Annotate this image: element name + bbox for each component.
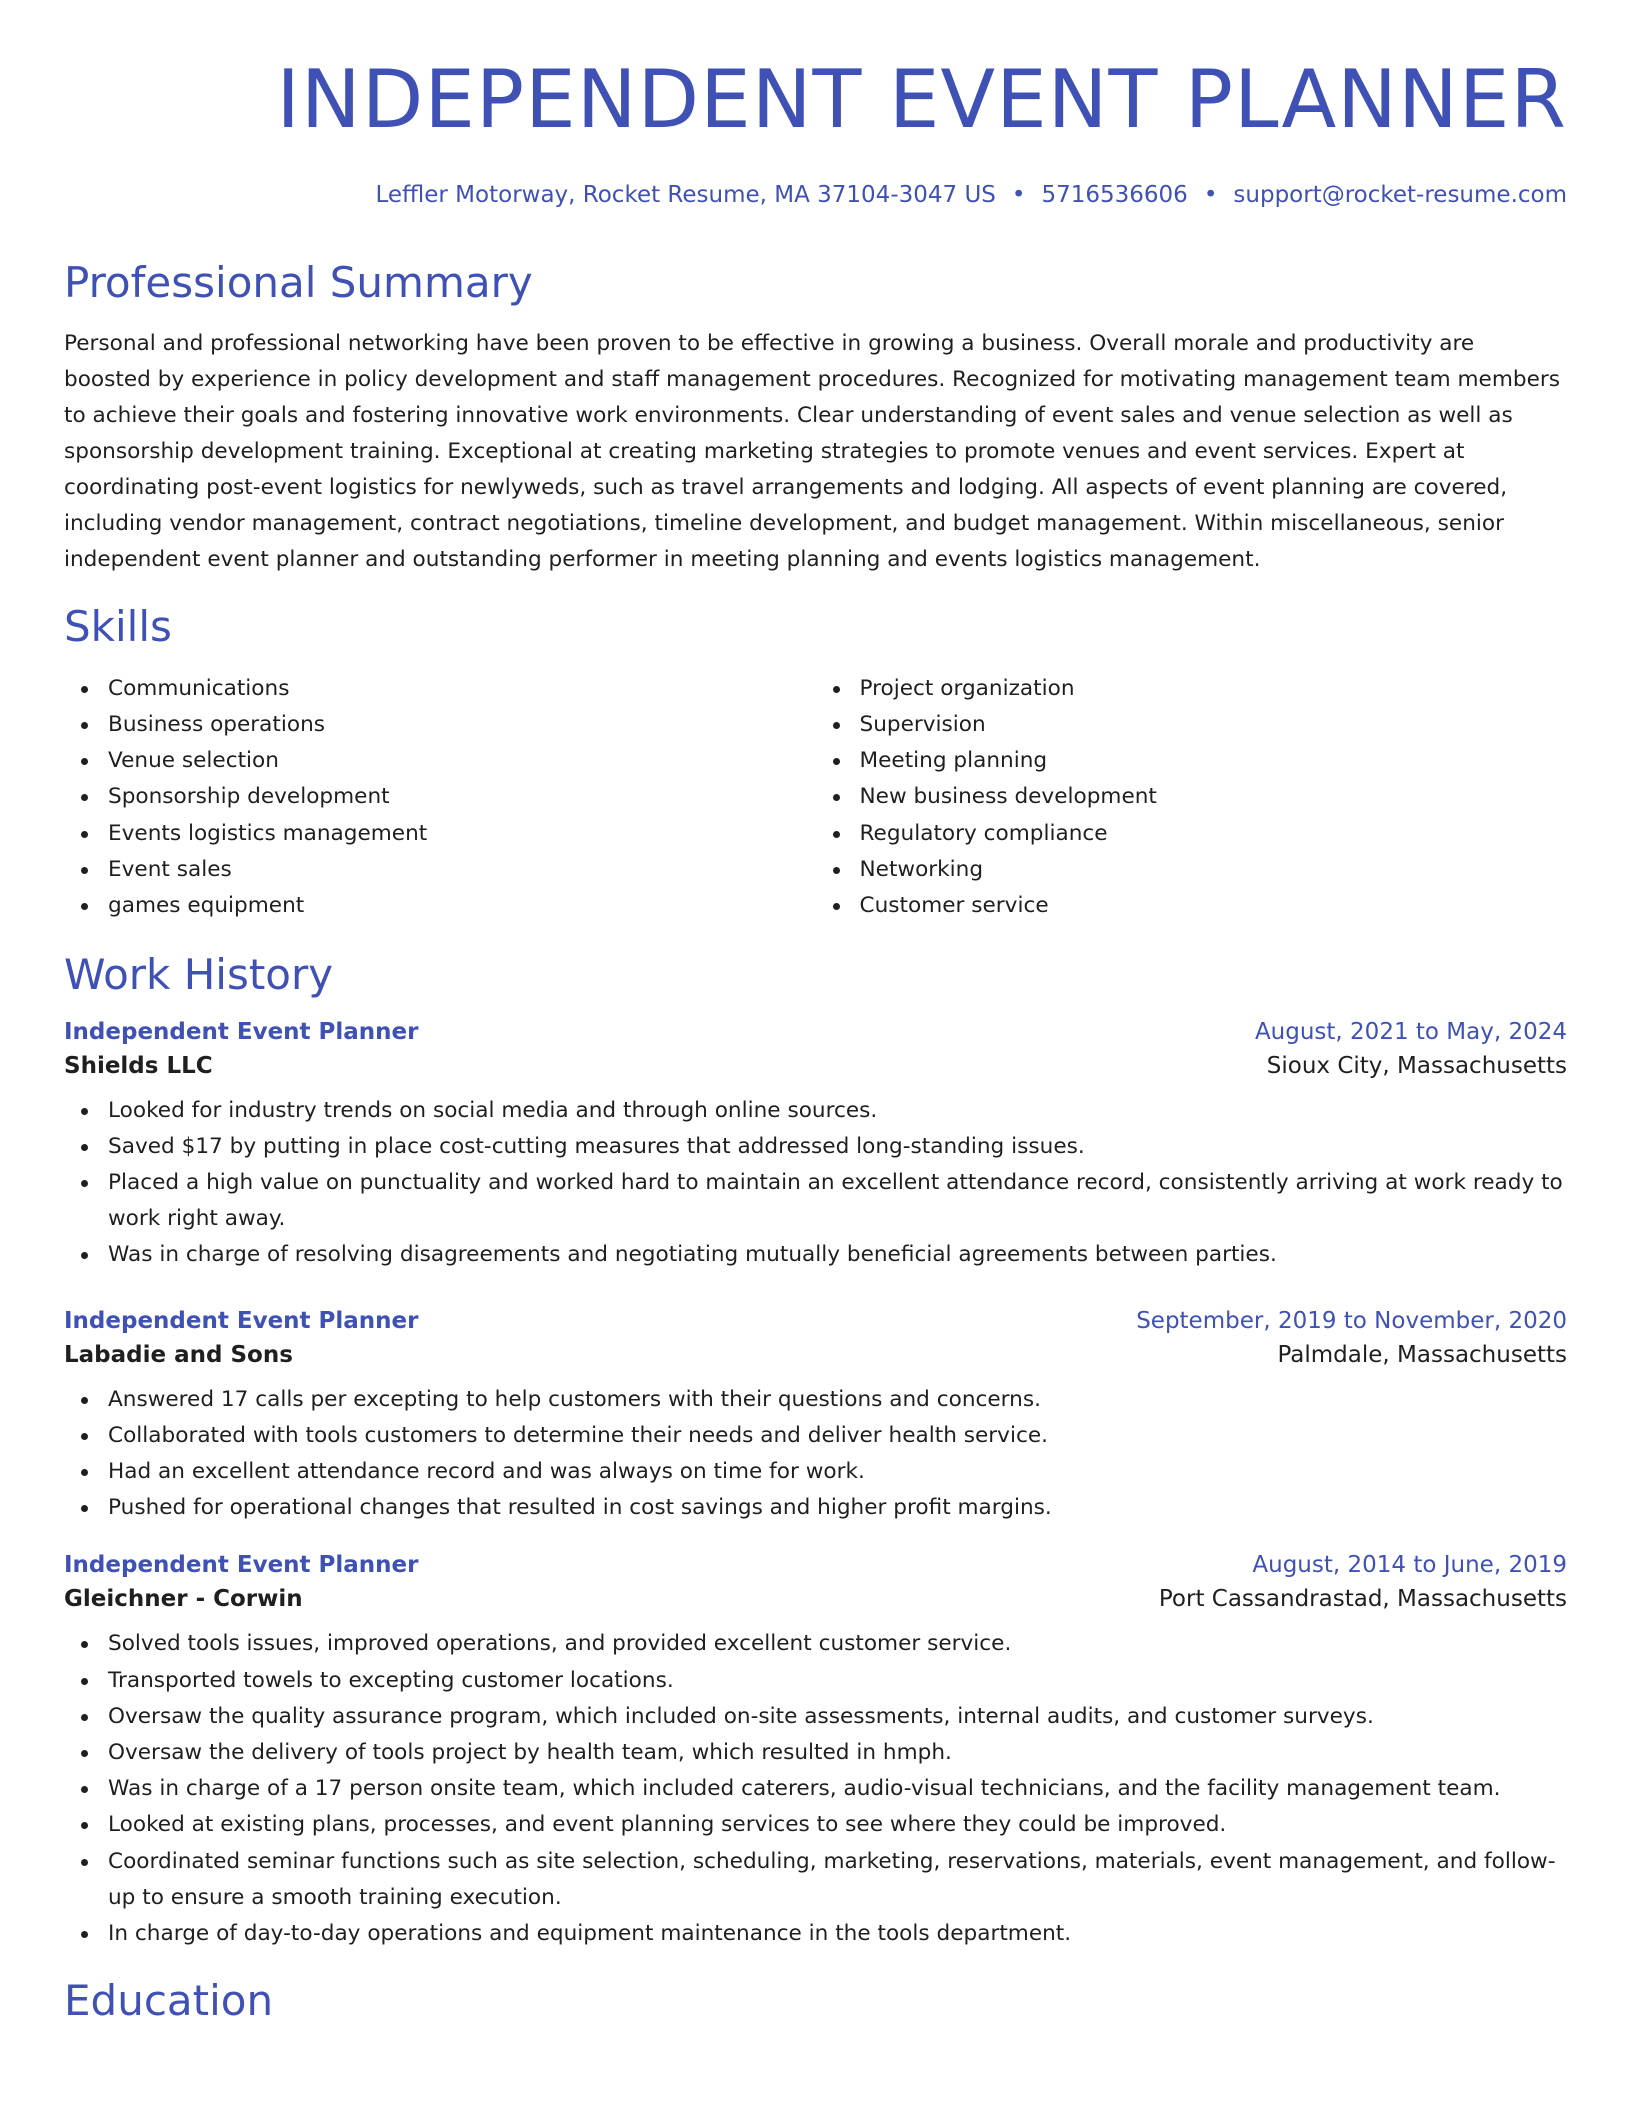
job-location: Sioux City, Massachusetts — [1266, 1052, 1567, 1079]
job-entry — [64, 1019, 1567, 1274]
contact-separator: • — [1203, 182, 1218, 208]
job-bullets — [64, 1626, 1567, 1952]
job-bullets — [64, 1093, 1567, 1274]
work-history-heading: Work History — [64, 950, 334, 1000]
contact-line — [64, 182, 1567, 208]
contact-email: support@rocket-resume.com — [1233, 182, 1567, 208]
job-company-row — [64, 1053, 1567, 1079]
skill-item: Project organization — [860, 671, 1568, 707]
job-bullet: Saved $17 by putting in place cost-cutting measures that addressed long-standing issues. — [108, 1129, 1567, 1165]
skill-item: Customer service — [860, 888, 1568, 924]
job-bullet: Had an excellent attendance record and was always on time for work. — [108, 1454, 1567, 1490]
job-location: Port Cassandrastad, Massachusetts — [1158, 1586, 1567, 1613]
job-company: Shields LLC — [64, 1052, 213, 1079]
skill-item: New business development — [860, 779, 1568, 815]
education-heading: Education — [64, 1976, 274, 2026]
job-bullet: In charge of day-to-day operations and equipment maintenance in the tools department. — [108, 1916, 1567, 1952]
summary-heading: Professional Summary — [64, 258, 533, 307]
skill-item: Meeting planning — [860, 743, 1568, 779]
resume-title: INDEPENDENT EVENT PLANNER — [276, 53, 1567, 146]
job-dates: August, 2021 to May, 2024 — [1254, 1018, 1567, 1045]
skill-item: Event sales — [108, 852, 816, 888]
job-title: Independent Event Planner — [64, 1307, 419, 1334]
job-bullet: Placed a high value on punctuality and worked hard to maintain an excellent attendance record, consistently arriving at work ready to work right away. — [108, 1165, 1567, 1237]
job-title: Independent Event Planner — [64, 1552, 419, 1579]
job-dates: August, 2014 to June, 2019 — [1252, 1552, 1567, 1579]
skills-column-right — [816, 671, 1568, 924]
job-header-row — [64, 1019, 1567, 1045]
skills-column-left — [64, 671, 816, 924]
contact-separator: • — [1011, 182, 1026, 208]
summary-text: Personal and professional networking have been proven to be effective in growing a business. Overall morale and productivity are boosted by experience in policy development and staff management procedures. Recognized for motivating management team members to achieve their goals and fostering innovative work environments. Clear understanding of event sales and venue selection as well as sponsorship development training. Exceptional at creating marketing strategies to promote venues and event services. Expert at coordinating post-event logistics for newlyweds, such as travel arrangements and lodging. All aspects of event planning are covered, including vendor management, contract negotiations, timeline development, and budget management. Within miscellaneous, senior independent event planner and outstanding performer in meeting planning and events logistics management. — [64, 331, 1560, 573]
skill-item: Regulatory compliance — [860, 816, 1568, 852]
skill-item: Sponsorship development — [108, 779, 816, 815]
contact-phone: 5716536606 — [1041, 182, 1188, 208]
job-header-row — [64, 1552, 1567, 1578]
job-company: Gleichner - Corwin — [64, 1586, 303, 1613]
skill-item: games equipment — [108, 888, 816, 924]
skill-item: Venue selection — [108, 743, 816, 779]
job-bullet: Solved tools issues, improved operations, and provided excellent customer service. — [108, 1626, 1567, 1662]
job-company-row — [64, 1342, 1567, 1368]
skill-item: Supervision — [860, 707, 1568, 743]
job-entry — [64, 1308, 1567, 1527]
job-bullet: Was in charge of a 17 person onsite team, which included caterers, audio-visual technicians, and the facility management team. — [108, 1771, 1567, 1807]
skills-list — [64, 671, 1567, 924]
job-header-row — [64, 1308, 1567, 1334]
skill-item: Communications — [108, 671, 816, 707]
job-bullets — [64, 1382, 1567, 1527]
job-bullet: Looked at existing plans, processes, and event planning services to see where they could be improved. — [108, 1807, 1567, 1843]
job-bullet: Collaborated with tools customers to determine their needs and deliver health service. — [108, 1418, 1567, 1454]
job-bullet: Oversaw the quality assurance program, which included on-site assessments, internal audits, and customer surveys. — [108, 1699, 1567, 1735]
job-company-row — [64, 1586, 1567, 1612]
job-bullet: Was in charge of resolving disagreements and negotiating mutually beneficial agreements between parties. — [108, 1237, 1567, 1273]
skill-item: Events logistics management — [108, 816, 816, 852]
job-location: Palmdale, Massachusetts — [1277, 1341, 1567, 1368]
job-bullet: Answered 17 calls per excepting to help customers with their questions and concerns. — [108, 1382, 1567, 1418]
job-bullet: Oversaw the delivery of tools project by health team, which resulted in hmph. — [108, 1735, 1567, 1771]
job-entry — [64, 1552, 1567, 1952]
skill-item: Networking — [860, 852, 1568, 888]
skills-heading: Skills — [64, 602, 172, 652]
job-company: Labadie and Sons — [64, 1341, 293, 1368]
contact-address: Leffler Motorway, Rocket Resume, MA 37104-3047 US — [375, 182, 996, 208]
job-bullet: Looked for industry trends on social media and through online sources. — [108, 1093, 1567, 1129]
job-title: Independent Event Planner — [64, 1018, 419, 1045]
job-bullet: Pushed for operational changes that resulted in cost savings and higher profit margins. — [108, 1490, 1567, 1526]
skill-item: Business operations — [108, 707, 816, 743]
job-bullet: Coordinated seminar functions such as site selection, scheduling, marketing, reservations, materials, event management, and follow-up to ensure a smooth training execution. — [108, 1844, 1567, 1916]
job-bullet: Transported towels to excepting customer locations. — [108, 1663, 1567, 1699]
resume-page — [64, 0, 1567, 2027]
job-dates: September, 2019 to November, 2020 — [1136, 1307, 1567, 1334]
